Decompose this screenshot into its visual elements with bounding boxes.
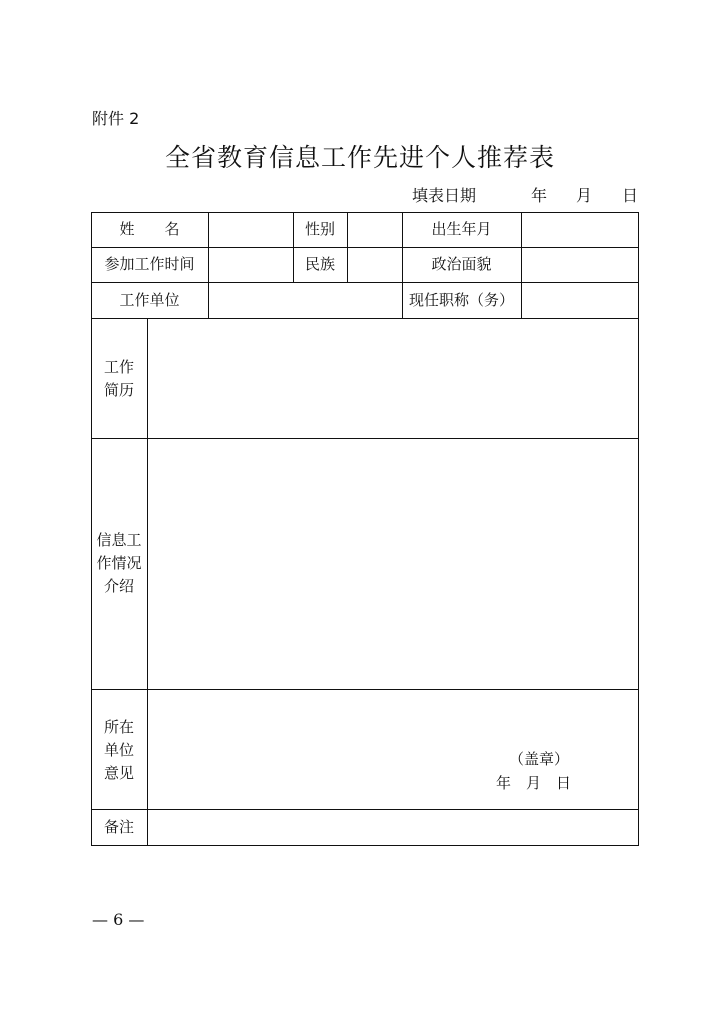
- table-rule: [638, 212, 639, 846]
- table-rule: [91, 689, 639, 690]
- table-rule: [91, 438, 639, 439]
- date-day: 日: [622, 186, 639, 205]
- position-title-label: 现任职称（务）: [408, 291, 514, 309]
- work-start-label: 参加工作时间: [104, 255, 195, 273]
- table-rule: [91, 809, 639, 810]
- name-label: 姓 名: [119, 220, 180, 238]
- work-resume-label-line: 简历: [103, 381, 134, 399]
- unit-opinion-label-line: 单位: [103, 741, 134, 759]
- table-rule: [91, 318, 639, 319]
- table-rule: [91, 845, 639, 846]
- table-rule: [91, 212, 639, 213]
- seal-date: 年 月 日: [496, 774, 572, 792]
- table-rule: [521, 212, 522, 318]
- date-month: 月: [576, 186, 593, 205]
- gender-label: 性别: [304, 220, 335, 238]
- recommendation-form-table: [91, 212, 639, 846]
- seal-note: （盖章）: [509, 750, 570, 768]
- remarks-label: 备注: [103, 818, 134, 836]
- work-resume-label: [91, 356, 147, 402]
- date-fill-label: 填表日期: [412, 186, 477, 205]
- table-rule: [347, 212, 348, 282]
- employer-label: 工作单位: [119, 291, 180, 309]
- table-rule: [91, 247, 639, 248]
- table-rule: [147, 318, 148, 846]
- table-rule: [208, 212, 209, 318]
- info-work-intro-label-line: 作情况: [96, 554, 142, 572]
- unit-opinion-label-line: 意见: [103, 764, 134, 782]
- unit-opinion-label-line: 所在: [103, 718, 134, 736]
- unit-opinion-label: [91, 716, 147, 785]
- birth-date-label: 出生年月: [431, 220, 492, 238]
- work-resume-label-line: 工作: [103, 358, 134, 376]
- ethnicity-label: 民族: [304, 255, 335, 273]
- attachment-label: 附件 2: [92, 109, 140, 128]
- info-work-intro-label-line: 介绍: [103, 577, 134, 595]
- date-year: 年: [531, 186, 548, 205]
- page-title: 全省教育信息工作先进个人推荐表: [164, 143, 555, 172]
- political-status-label: 政治面貌: [431, 255, 492, 273]
- info-work-intro-label: [91, 529, 147, 598]
- page-number: — 6 —: [92, 910, 145, 929]
- table-rule: [91, 282, 639, 283]
- info-work-intro-label-line: 信息工: [96, 531, 142, 549]
